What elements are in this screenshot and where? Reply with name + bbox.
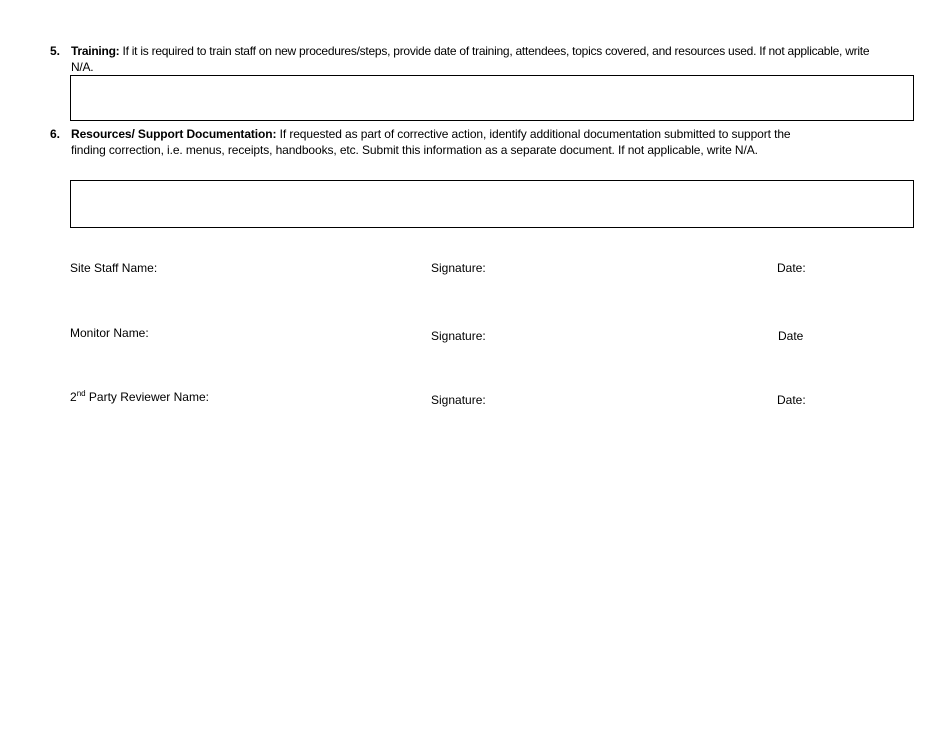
training-answer-box[interactable] <box>70 75 914 121</box>
item-description: If requested as part of corrective action, identify additional documentation submitted to support the finding correction, i.e. menus, receipts, handbooks, etc. Submit this information as a separate document. If not applicable, write N/A. <box>71 127 791 157</box>
resources-answer-box[interactable] <box>70 180 914 228</box>
monitor-date-label: Date <box>778 329 804 343</box>
second-party-date-label: Date: <box>777 393 806 407</box>
ordinal-suffix: nd <box>76 389 86 398</box>
item-heading: Training: <box>71 44 120 58</box>
item-heading: Resources/ Support Documentation: <box>71 127 277 141</box>
item-instructions <box>71 126 811 158</box>
site-staff-date-label: Date: <box>777 261 806 275</box>
second-party-signature-label: Signature: <box>431 393 486 407</box>
item-instructions <box>71 43 881 75</box>
item-number: 5. <box>50 44 61 58</box>
site-staff-name-label: Site Staff Name: <box>70 261 158 275</box>
second-party-reviewer-name-label <box>70 389 209 405</box>
monitor-signature-label: Signature: <box>431 329 486 343</box>
site-staff-signature-label: Signature: <box>431 261 486 275</box>
monitor-name-label: Monitor Name: <box>70 326 149 340</box>
item-number: 6. <box>50 127 61 141</box>
item-description: If it is required to train staff on new procedures/steps, provide date of training, attendees, topics covered, and resources used. If not applicable, write N/A. <box>71 44 870 74</box>
ordinal-number: 2 <box>70 390 77 404</box>
reviewer-label-text: Party Reviewer Name: <box>85 390 209 404</box>
